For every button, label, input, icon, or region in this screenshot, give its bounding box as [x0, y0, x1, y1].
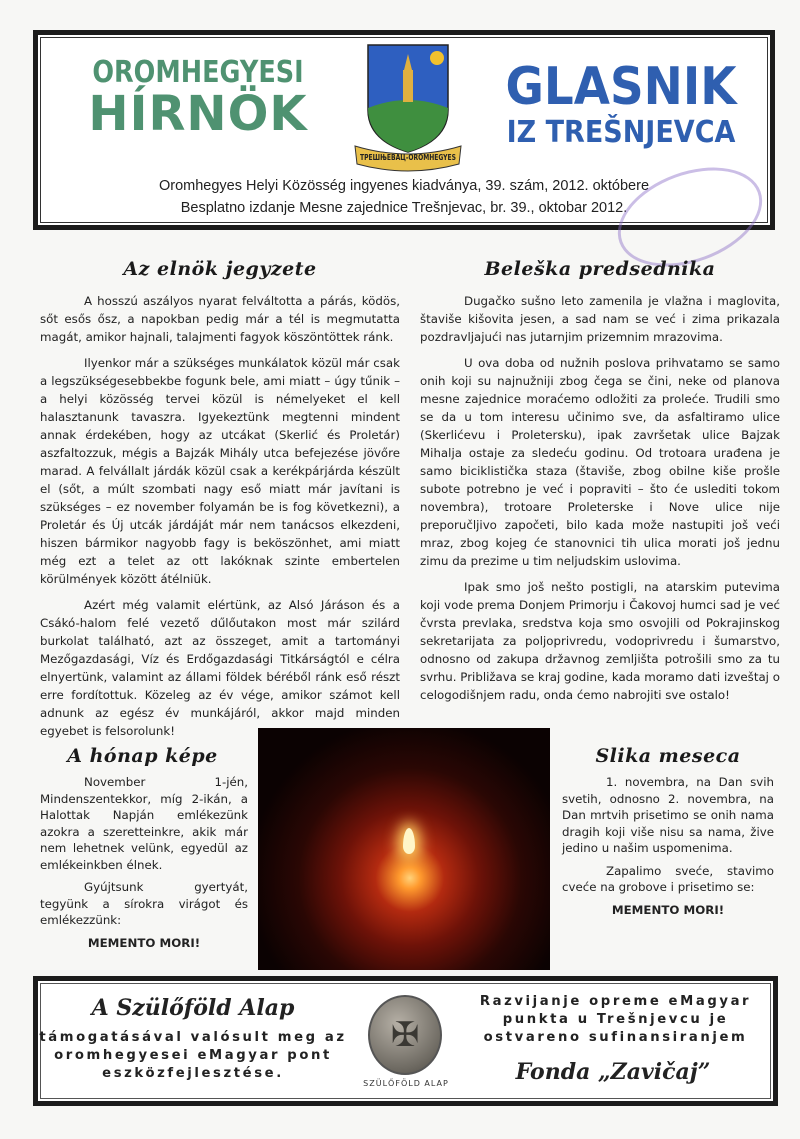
sponsor-text-sr: Razvijanje opreme eMagyar punkta u Trešnjevcu je ostvareno sufinansiranjem [479, 994, 752, 1045]
right-article-body [420, 292, 780, 712]
title-hungarian [68, 55, 328, 142]
title-sr-line2: IZ TREŠNJEVCA [506, 115, 736, 150]
title-hu-line1: OROMHEGYESI [92, 55, 304, 90]
subtitle-hungarian: Oromhegyes Helyi Közösség ingyenes kiadványa, 39. szám, 2012. októbere [158, 178, 650, 194]
subtitle-serbian: Besplatno izdanje Mesne zajednice Trešnjevac, br. 39., oktobar 2012. [180, 200, 628, 216]
crest-ribbon-text: ТРЕШЊЕВАЦ-OROMHEGYES [360, 153, 456, 162]
memento-mori: MEMENTO MORI! [611, 902, 725, 917]
photo-right-caption [562, 774, 774, 924]
photo-left-caption [40, 774, 248, 957]
paragraph: Azért még valamit elértünk, az Alsó Járáson és a Csákó-halom felé vezető dűlőutakon most már szilárd burkolat található, azt az összeget, amit a tartományi Mezőgazdasági, Víz és Erdőgazdasági Titkárságtól e célra elnyertünk, valamint az állami földek béréből ránk eső részt erre fordítottuk. Közeleg az év vége, amikor számot kell adnunk az egész év munkájáról, akkor majd minden egyebet is felsorolunk! [40, 598, 400, 738]
coat-of-arms-icon [353, 40, 463, 170]
memento-mori: MEMENTO MORI! [87, 935, 201, 950]
candle-in-hands-photo [258, 728, 550, 970]
photo-left-heading: A hónap képe [67, 745, 218, 767]
title-sr-line1: GLASNIK [505, 57, 737, 117]
sponsor-title-hu: A Szülőföld Alap [91, 995, 295, 1021]
title-serbian [486, 57, 756, 150]
szulofold-alap-coin-icon: ✠ [368, 995, 442, 1075]
title-hu-line2: HÍRNÖK [88, 86, 308, 142]
paragraph: A hosszú aszályos nyarat felváltotta a párás, ködös, sőt esős ősz, a napokban pedig már a tél is megmutatta magát, amikor hajnali, talajmenti fagyok köszöntöttek ránk. [40, 294, 400, 344]
paragraph: 1. novembra, na Dan svih svetih, odnosno 2. novembra, na Dan mrtvih prisetimo se onih nama dragih koji više nisu sa nama, žive jedino u našim uspomenima. [562, 775, 774, 855]
paragraph: U ova doba od nužnih poslova prihvatamo se samo onih koji su najnužniji zbog čega se čini, neke od planova mesne zajednice moraćemo odložiti za proleće. Trudili smo se da u tom interesu učinimo sve, da asfaltiramo ulice (Skerlićevu i Proletersku), ipak završetak ulice Bajzak Mihalja ostaje za sledeću godinu. Od trotoara urađena je samo biciklistička staza (štaviše, zbog obilne kiše prošle subote potrebno je već i popraviti – što će uslediti tokom novembra), trotoare Proleterske i Nove ulice nije preporučljivo započeti, bilo kada može nastupiti još veći mraz, zbog kojeg će stanovnici tih ulica morati još jednu zimu da prezime u tim neljudskim uslovima. [420, 356, 780, 568]
candle-flame [403, 828, 415, 854]
paragraph: Zapalimo sveće, stavimo cveće na grobove i prisetimo se: [562, 863, 774, 894]
sponsor-title-sr: Fonda „Zavičaj” [515, 1059, 711, 1085]
paragraph: Gyújtsunk gyertyát, tegyünk a sírokra virágot és emlékezzünk: [40, 880, 248, 927]
paragraph: November 1-jén, Mindenszentekkor, míg 2-ikán, a Halottak Napján emlékezünk azokra a szeretteinkre, akik már nem lehetnek velünk, egyedül az emlékeinkben élnek. [40, 775, 248, 872]
left-article-body [40, 292, 400, 748]
paragraph: Ipak smo još nešto postigli, na atarskim putevima koji vode prema Donjem Primorju i Čakovoj humci sad je već čvrsta prevlaka, sredstva koja smo osvojili od Pokrajinskog sekretarijata za poljoprivredu, vodoprivredu i šumarstvo, odnosno od zakupa državnog zemljišta potrošili smo za tu svrhu. Približava se kraj godine, kada moramo dati izveštaj o celogodišnjem radu, onda ćemo nabrojiti sve ostalo! [420, 580, 780, 702]
photo-right-heading: Slika meseca [595, 745, 741, 767]
left-article-heading: Az elnök jegyzete [123, 258, 317, 280]
paragraph: Dugačko sušno leto zamenila je vlažna i maglovita, štaviše kišovita jesen, a sad nam se već i zima prikazala pozdravljajući nas jutarnjim prizemnim mrazovima. [420, 294, 780, 344]
sponsor-text-hu: támogatásával valósult meg az oromhegyesei eMagyar pont eszközfejlesztése. [39, 1030, 347, 1081]
paragraph: Ilyenkor már a szükséges munkálatok közül már csak a legszükségesebbekbe fogunk bele, ami miatt – úgy tűnik – a helyi közösség tervei közül is némelyeket el kell halasztanunk tavaszra. Igyekeztünk megtenni mindent annak érdekében, hogy az utcákat (Skerlić és Proletár) aszfaltozzuk, mégis a Bajzák Mihály utca befejezése jövőre marad. A felvállalt járdák közül csak a kerékpárjárda készült el (sőt, a múlt szombati nagy eső miatt már javítani is szükséges – ez november folyamán be is fog következni), a Proletár és Új utcák járdáját már nem tanácsos elkezdeni, hiszen bármikor nagyobb fagy is beköszönhet, ami miatt még ezt a telet az ott lakóknak szinte embertelen körülmények között átélniük. [40, 356, 400, 586]
sponsor-box [33, 976, 778, 1106]
coin-caption: SZÜLŐFÖLD ALAP [363, 1079, 449, 1088]
right-article-heading: Beleška predsednika [484, 258, 716, 280]
